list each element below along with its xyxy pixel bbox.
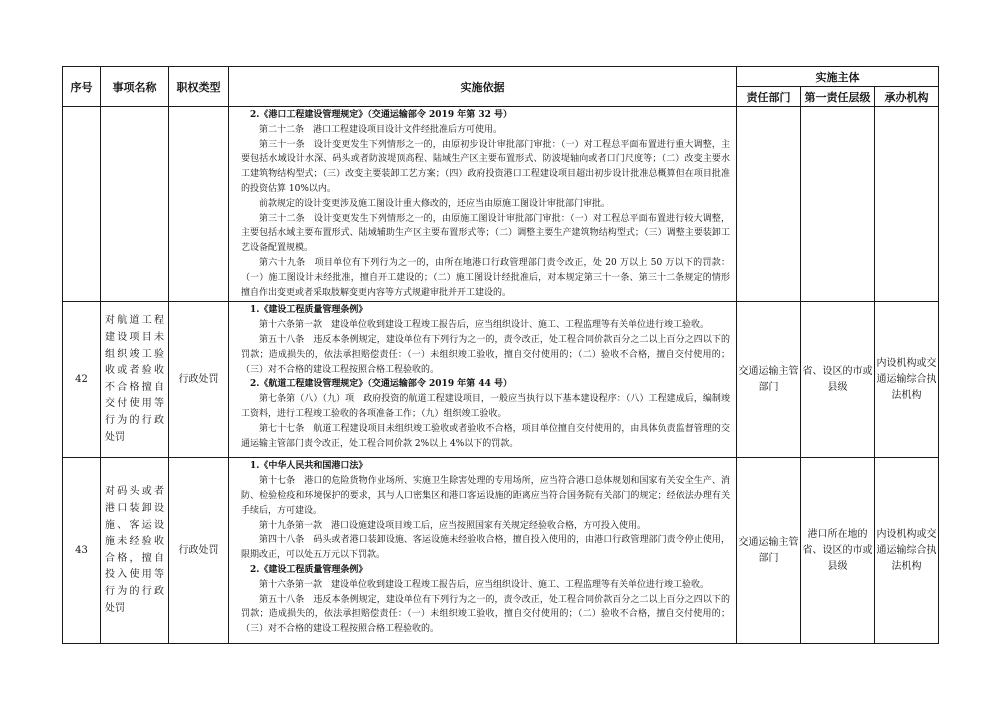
basis-article: 第六十九条 项目单位有下列行为之一的，由所在地港口行政管理部门责令改正，处 20 万以上 50 万以下的罚款：（一）施工图设计未经批准，擅自开工建设的；（二）施工图设计经批准后，对本规定第三十一条、第三十二条规定的情形擅自作出变更或者采取肢解变更内容等方式规避审批并开工建设的。	[241, 257, 730, 298]
row-level: 港口所在地的省、设区的市或县级	[801, 458, 875, 644]
header-org: 承办机构	[875, 87, 939, 107]
basis-article: 第三十一条 设计变更发生下列情形之一的，由原初步设计审批部门审批：（一）对工程总平面布置进行重大调整，主要包括水域设计水深、码头或者防波堤顶高程、陆域生产区主要布置形式、防波堤轴向或者口门尺度等；（二）改变主要水工建筑物结构型式；（三）改变主要装卸工艺方案；（四）政府投资港口工程建设项目超出初步设计批准总概算但在项目批准的投资估算 10%以内。	[241, 139, 730, 194]
document-page	[62, 66, 938, 644]
row-power-type: 行政处罚	[169, 458, 229, 644]
row-dept	[737, 107, 801, 302]
row-item-name	[101, 107, 169, 302]
row-level	[801, 107, 875, 302]
table-body	[63, 107, 939, 644]
row-basis	[229, 107, 737, 302]
header-seq: 序号	[63, 67, 101, 107]
basis-article: 第五十八条 违反本条例规定，建设单位有下列行为之一的，责令改正，处工程合同价款百分之二以上百分之四以下的罚款；造成损失的，依法承担赔偿责任：（一）未组织竣工验收，擅自交付使用的；（二）验收不合格，擅自交付使用的；（三）对不合格的建设工程按照合格工程验收的。	[241, 594, 730, 635]
row-basis	[229, 458, 737, 644]
row-org: 内设机构或交通运输综合执法机构	[875, 302, 939, 458]
row-seq: 42	[63, 302, 101, 458]
row-power-type: 行政处罚	[169, 302, 229, 458]
row-power-type	[169, 107, 229, 302]
basis-article: 第二十二条 港口工程建设项目设计文件经批准后方可使用。	[259, 124, 503, 135]
table-row	[63, 302, 939, 458]
table-row	[63, 107, 939, 302]
header-basis: 实施依据	[229, 67, 737, 107]
header-level: 第一责任层级	[801, 87, 875, 107]
basis-law-title: 2.《港口工程建设管理规定》（交通运输部令 2019 年第 32 号）	[250, 110, 513, 120]
basis-article: 第七十七条 航道工程建设项目未组织竣工验收或者验收不合格，项目单位擅自交付使用的，由具体负责监督管理的交通运输主管部门责令改正，处工程合同价款 2%以上 4%以下的罚款。	[241, 423, 730, 449]
basis-article: 第十九条第一款 港口设施建设项目竣工后，应当按照国家有关规定经验收合格，方可投入使用。	[259, 520, 647, 531]
basis-article: 第四十八条 码头或者港口装卸设施、客运设施未经验收合格，擅自投入使用的，由港口行政管理部门责令停止使用，限期改正，可以处五万元以下罚款。	[241, 535, 730, 561]
basis-article: 第三十二条 设计变更发生下列情形之一的，由原施工图设计审批部门审批：（一）对工程总平面布置进行较大调整，主要包括水域主要布置形式、陆域辅助生产区主要布置形式等；（二）调整主要生产建筑物结构型式；（三）调整主要装卸工艺设备配置规模。	[241, 213, 730, 254]
row-dept: 交通运输主管部门	[737, 458, 801, 644]
row-item-name: 对码头或者港口装卸设施、客运设施未经验收合格，擅自投入使用等行为的行政处罚	[101, 458, 169, 644]
basis-article: 前款规定的设计变更涉及施工图设计重大修改的，还应当由原施工图设计审批部门审批。	[259, 198, 611, 209]
basis-law-title: 1.《中华人民共和国港口法》	[250, 461, 368, 472]
row-level: 省、设区的市或县级	[801, 302, 875, 458]
basis-article: 第五十八条 违反本条例规定，建设单位有下列行为之一的，责令改正，处工程合同价款百分之二以上百分之四以下的罚款；造成损失的，依法承担赔偿责任：（一）未组织竣工验收，擅自交付使用的；（二）验收不合格，擅自交付使用的；（三）对不合格的建设工程按照合格工程验收的。	[241, 334, 730, 375]
row-basis	[229, 302, 737, 458]
basis-article: 第十六条第一款 建设单位收到建设工程竣工报告后，应当组织设计、施工、工程监理等有关单位进行竣工验收。	[259, 320, 710, 331]
basis-law-title: 2.《航道工程建设管理规定》（交通运输部令 2019 年第 44 号）	[250, 379, 513, 390]
row-seq	[63, 107, 101, 302]
row-org	[875, 107, 939, 302]
row-org: 内设机构或交通运输综合执法机构	[875, 458, 939, 644]
header-type: 职权类型	[169, 67, 229, 107]
basis-article: 第十六条第一款 建设单位收到建设工程竣工报告后，应当组织设计、施工、工程监理等有关单位进行竣工验收。	[259, 579, 710, 590]
powers-table	[62, 66, 939, 644]
header-name: 事项名称	[101, 67, 169, 107]
header-row	[63, 67, 939, 87]
row-dept: 交通运输主管部门	[737, 302, 801, 458]
row-seq: 43	[63, 458, 101, 644]
row-item-name: 对航道工程建设项目未组织竣工验收或者验收不合格擅自交付使用等行为的行政处罚	[101, 302, 169, 458]
basis-law-title: 1.《建设工程质量管理条例》	[250, 305, 368, 316]
basis-article: 第七条第（八）（九）项 政府投资的航道工程建设项目，一般应当执行以下基本建设程序：（八）工程建成后，编制竣工资料，进行工程竣工验收的各项准备工作；（九）组织竣工验收。	[241, 394, 730, 419]
header-dept: 责任部门	[737, 87, 801, 107]
table-row	[63, 458, 939, 644]
basis-article: 第十七条 港口的危险货物作业场所、实施卫生除害处理的专用场所，应当符合港口总体规划和国家有关安全生产、消防、检验检疫和环境保护的要求，其与人口密集区和港口客运设施的距离应当符合国务院有关部门的规定；经依法办理有关手续后，方可建设。	[241, 476, 730, 516]
header-subject: 实施主体	[737, 67, 939, 87]
basis-law-title: 2.《建设工程质量管理条例》	[250, 564, 368, 575]
